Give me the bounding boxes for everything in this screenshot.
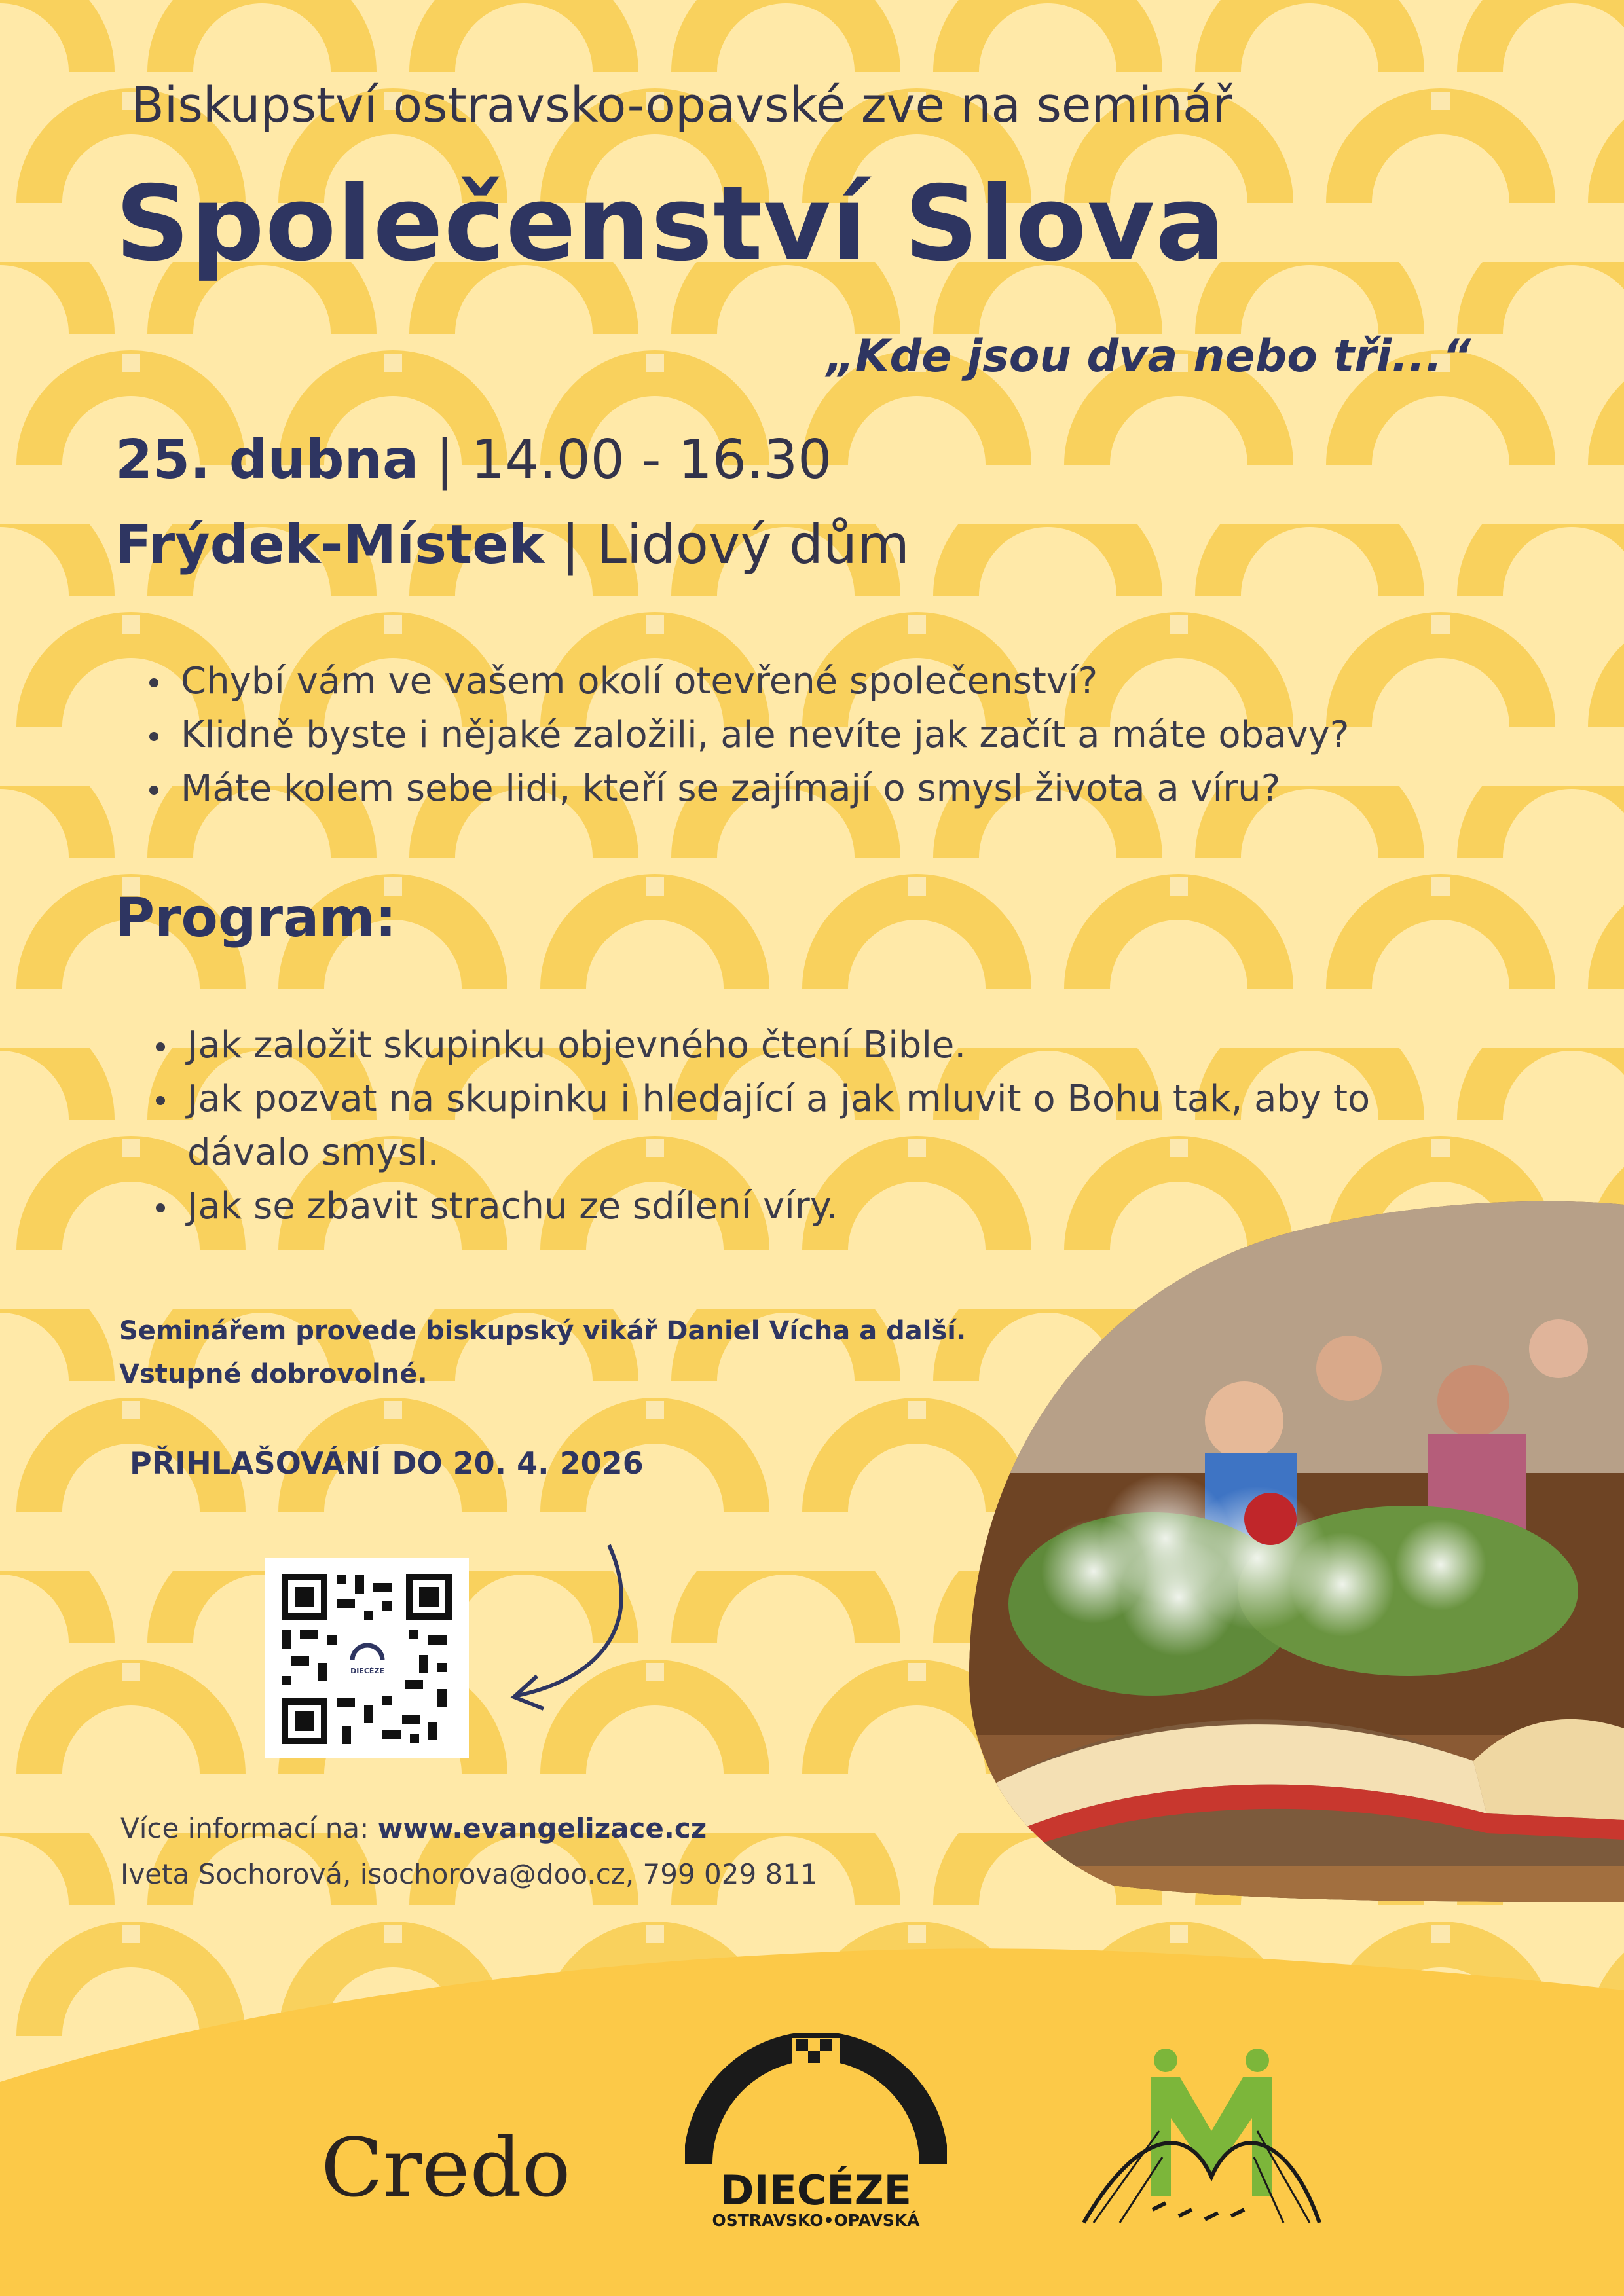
date-time-line	[115, 429, 832, 491]
list-item: Jak založit skupinku objevného čtení Bible.	[149, 1019, 1492, 1072]
event-city: Frýdek-Místek	[115, 514, 545, 576]
website-link[interactable]: www.evangelizace.cz	[377, 1812, 707, 1844]
qr-center-label: DIECÉZE	[350, 1667, 384, 1675]
page-title: Společenství Slova	[115, 164, 1226, 284]
diocese-logo	[685, 2033, 947, 2229]
leader-note: Seminářem provede biskupský vikář Daniel Vícha a další.	[119, 1316, 967, 1346]
separator: |	[561, 514, 580, 576]
registration-deadline: PŘIHLAŠOVÁNÍ DO 20. 4. 2026	[130, 1446, 644, 1481]
bridge-people-logo	[1080, 2046, 1323, 2229]
separator: |	[435, 429, 454, 491]
diocese-sub: OSTRAVSKO•OPAVSKÁ	[712, 2211, 920, 2229]
fee-note: Vstupné dobrovolné.	[119, 1359, 428, 1389]
credo-logo: Credo	[321, 2121, 571, 2215]
event-time: 14.00 - 16.30	[471, 429, 832, 491]
more-info-label: Více informací na:	[120, 1812, 369, 1844]
event-venue: Lidový dům	[597, 514, 910, 576]
list-item: Jak se zbavit strachu ze sdílení víry.	[149, 1180, 1492, 1233]
qr-code[interactable]	[265, 1558, 469, 1758]
location-line	[115, 514, 910, 576]
program-heading: Program:	[115, 887, 397, 949]
event-date: 25. dubna	[115, 429, 419, 491]
diocese-name: DIECÉZE	[720, 2166, 912, 2214]
list-item: Klidně byste i nějaké založili, ale nevíte jak začít a máte obavy?	[143, 708, 1518, 762]
list-item: Jak pozvat na skupinku i hledající a jak mluvit o Bohu tak, aby to dávalo smysl.	[149, 1072, 1497, 1180]
subtitle-quote: „Kde jsou dva nebo tři...“	[826, 331, 1471, 382]
list-item: Chybí vám ve vašem okolí otevřené společenství?	[143, 655, 1518, 708]
intro-text: Biskupství ostravsko-opavské zve na seminář	[131, 77, 1232, 134]
list-item: Máte kolem sebe lidi, kteří se zajímají o smysl života a víru?	[143, 762, 1518, 816]
more-info-line	[120, 1812, 707, 1844]
question-list	[143, 655, 1518, 816]
contact-person: Iveta Sochorová, isochorova@doo.cz, 799 029 811	[120, 1858, 818, 1890]
program-list	[149, 1019, 1492, 1233]
